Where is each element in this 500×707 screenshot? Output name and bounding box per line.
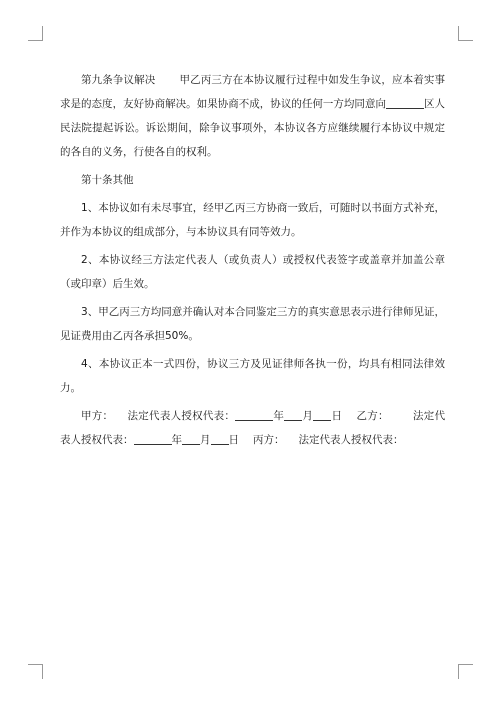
party-b-label: 乙方：: [356, 410, 389, 422]
article-9-paragraph: [60, 68, 445, 164]
crop-mark-top-right: [458, 26, 473, 41]
article-10-item-4: 4、本协议正本一式四份，协议三方及见证律师各执一份，均具有相同法律效力。: [60, 358, 445, 394]
court-name-blank[interactable]: [386, 96, 424, 109]
crop-mark-top-left: [28, 26, 43, 41]
article-9-text-b: 区人民法院提起诉讼。诉讼期间，除争议事项外，本协议各方应继续履行本协议中规定的各自的义务，行使各自的权利。: [60, 98, 445, 158]
article-10-item-3: 3、甲乙丙三方均同意并确认对本合同鉴定三方的真实意思表示进行律师见证，见证费用由乙丙各承担50%。: [60, 306, 445, 342]
party-a-rep-label: 法定代表人授权代表：: [127, 410, 236, 422]
party-a-label: 甲方：: [81, 410, 114, 422]
signature-block: 甲方： 法定代表人授权代表： 年 月 日 乙方： 法定代表人授权代表： 年 月 日 丙方： 法定代表人授权代表：: [60, 410, 446, 446]
party-c-label: 丙方：: [253, 434, 285, 446]
document-body: [60, 68, 445, 456]
party-b-month-blank[interactable]: [182, 432, 200, 445]
party-b-day-blank[interactable]: [211, 432, 229, 445]
article-9-title: 第九条争议解决: [81, 74, 156, 86]
article-10-item-2: 2、本协议经三方法定代表人（或负责人）或授权代表签字或盖章并加盖公章（或印章）后生效。: [60, 254, 445, 290]
party-b-rep-label-2: 代表人授权代表：: [60, 410, 446, 446]
party-a-day-blank[interactable]: [313, 408, 331, 421]
party-b-rep-label-1: 法定: [412, 410, 435, 422]
article-10-title: 第十条其他: [81, 174, 134, 186]
party-b-rep-blank[interactable]: [134, 432, 172, 445]
crop-mark-bottom-left: [28, 664, 43, 679]
party-c-rep-label: 法定代表人授权代表：: [298, 434, 404, 446]
crop-mark-bottom-right: [458, 664, 473, 679]
party-a-month-blank[interactable]: [284, 408, 302, 421]
article-10-item-1: 1、本协议如有未尽事宜，经甲乙丙三方协商一致后，可随时以书面方式补充，并作为本协议的组成部分，与本协议具有同等效力。: [60, 202, 445, 238]
article-9-text-a: 甲乙丙三方在本协议履行过程中如发生争议，应本着实事求是的态度，友好协商解决。如果协商不成，协议的任何一方均同意向: [60, 74, 445, 110]
party-a-rep-blank[interactable]: [235, 408, 273, 421]
